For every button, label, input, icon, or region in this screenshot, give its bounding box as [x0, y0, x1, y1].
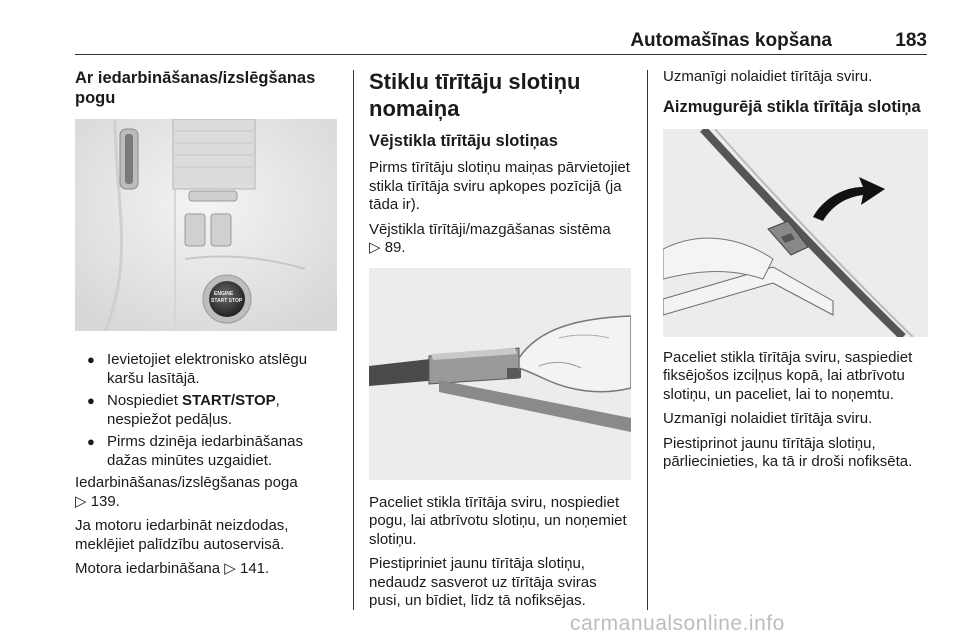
list-item: ● Ievietojiet elektronisko atslēgu karšu lasītājā.: [87, 351, 308, 387]
rear-wiper-illustration: [663, 129, 928, 337]
column-3: [663, 68, 929, 472]
page-number: 183: [895, 30, 927, 51]
running-title: Automašīnas kopšana: [630, 30, 832, 51]
column-divider-1: [353, 70, 354, 610]
column-1: [75, 68, 337, 579]
start-stop-illustration: [75, 119, 337, 331]
instruction-paragraph: Piestipriniet jaunu tīrītāja slotiņu, nedaudz sasverot uz tīrītāja sviras pusi, un bīdiet, līdz tā nofiksējas.: [369, 555, 597, 609]
reference-page-link[interactable]: 141.: [239, 560, 270, 577]
instruction-paragraph: Piestiprinot jaunu tīrītāja slotiņu, pārliecinieties, ka tā ir droši nofiksēta.: [663, 434, 913, 470]
instruction-paragraph: Paceliet stikla tīrītāja sviru, saspiediet fiksējošos izciļņus kopā, lai atbrīvotu slotiņu, un paceliet, lai to noņemtu.: [663, 348, 913, 403]
reference-engine-start: Motora iedarbināšana ▷ 141.: [75, 560, 270, 577]
subheading-windscreen-wipers: Vējstikla tīrītāju slotiņas: [369, 132, 558, 150]
section-title-wiper-blades: Stiklu tīrītāju slotiņu nomaiņa: [369, 69, 581, 121]
figure-rear-wiper: [663, 129, 928, 337]
list-item: ● Nospiediet START/STOP, nespiežot pedāļus.: [87, 392, 280, 428]
column-2: [369, 68, 631, 611]
section-heading-start-stop: Ar iedarbināšanas/izslēgšanas pogu: [75, 69, 316, 107]
start-stop-label: START/STOP: [182, 392, 276, 409]
column-divider-2: [647, 70, 648, 610]
instruction-paragraph: Uzmanīgi nolaidiet tīrītāja sviru.: [663, 410, 873, 427]
wiper-removal-illustration: [369, 268, 631, 480]
button-label-line2: START STOP: [211, 298, 243, 304]
subheading-rear-wiper: Aizmugurējā stikla tīrītāja slotiņa: [663, 97, 921, 116]
reference-start-stop: Iedarbināšanas/izslēgšanas poga ▷ 139.: [75, 474, 298, 510]
figure-start-stop-button: [75, 119, 337, 331]
reference-arrow-icon: ▷: [369, 239, 381, 256]
header-rule: [75, 54, 927, 55]
button-label-line1: ENGINE: [214, 291, 234, 297]
reference-arrow-icon: ▷: [75, 492, 87, 510]
reference-page-link[interactable]: 139.: [90, 492, 120, 510]
reference-wipers: Vējstikla tīrītāji/mazgāšanas sistēma ▷ 89.: [369, 220, 611, 256]
instruction-paragraph: Uzmanīgi nolaidiet tīrītāja sviru.: [663, 68, 873, 85]
list-item: ● Pirms dzinēja iedarbināšanas dažas minūtes uzgaidiet.: [87, 433, 303, 469]
instruction-list: [75, 351, 337, 470]
instruction-paragraph: Pirms tīrītāju slotiņu maiņas pārvietojiet stikla tīrītāja sviru apkopes pozīcijā (ja tāda ir).: [369, 159, 630, 213]
watermark: carmanualsonline.info: [570, 612, 785, 635]
page-header: [75, 30, 927, 50]
help-paragraph: Ja motoru iedarbināt neizdodas, meklējiet palīdzību autoservisā.: [75, 517, 289, 553]
reference-arrow-icon: ▷: [224, 560, 236, 577]
reference-page-link[interactable]: 89.: [384, 239, 406, 256]
figure-windscreen-wiper: [369, 268, 631, 480]
instruction-paragraph: Paceliet stikla tīrītāja sviru, nospiediet pogu, lai atbrīvotu slotiņu, un noņemiet slotiņu.: [369, 493, 627, 548]
